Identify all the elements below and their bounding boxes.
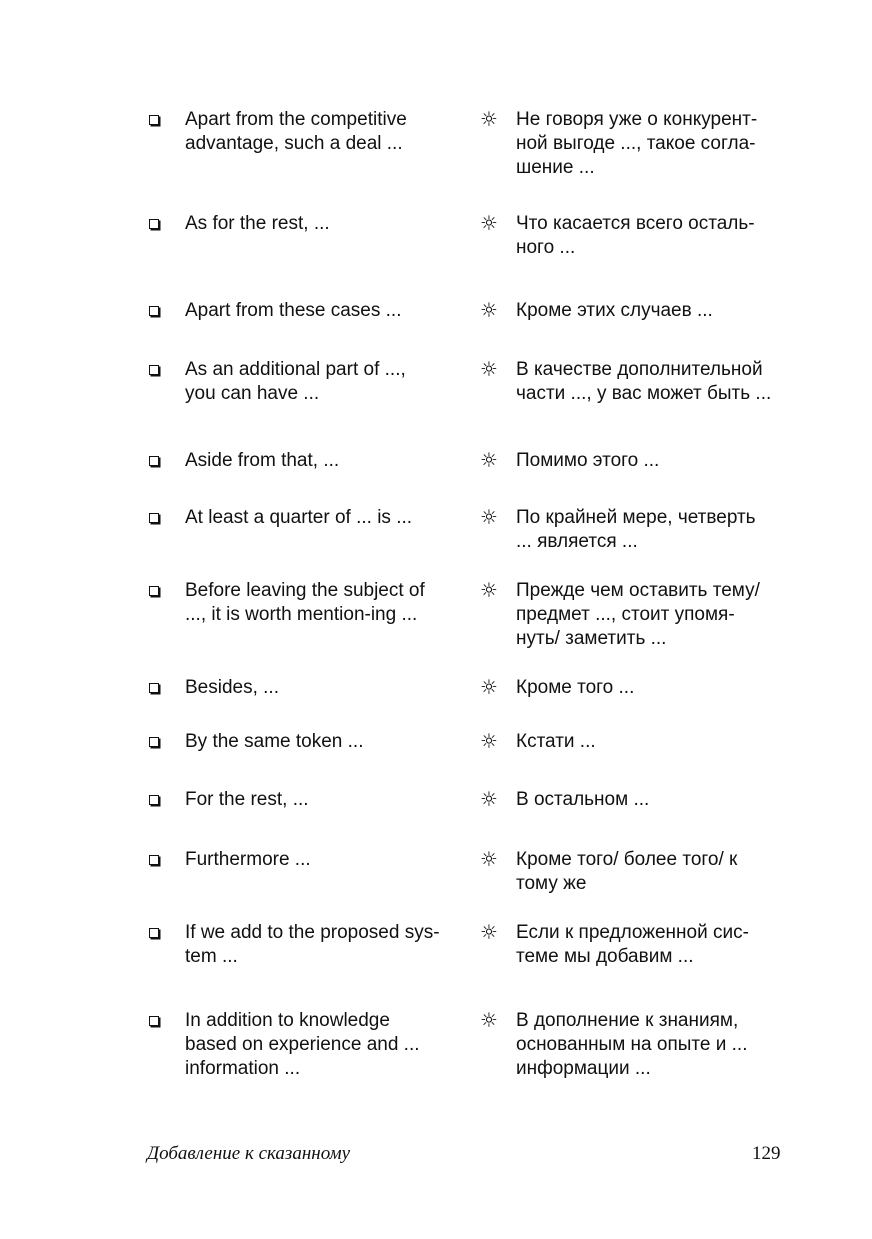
sun-icon: ☼ (480, 847, 498, 871)
english-phrase: At least a quarter of ... is ... (185, 507, 413, 528)
checkbox-bullet-icon (149, 306, 159, 316)
russian-phrase: Помимо этого ... (516, 450, 660, 471)
page-number: 129 (752, 1143, 781, 1164)
english-phrase: Apart from these cases ... (185, 300, 402, 321)
checkbox-bullet-icon (149, 1016, 159, 1026)
sun-icon: ☼ (480, 211, 498, 235)
russian-phrase: В остальном ... (516, 789, 650, 810)
russian-phrase: Что касается всего осталь- ного ... (516, 213, 755, 258)
russian-phrase: Если к предложенной сис- теме мы добавим ... (516, 922, 749, 967)
sun-icon: ☼ (480, 505, 498, 529)
checkbox-bullet-icon (149, 737, 159, 747)
sun-icon: ☼ (480, 298, 498, 322)
checkbox-bullet-icon (149, 683, 159, 693)
russian-phrase: Прежде чем оставить тему/ предмет ..., стоит упомя- нуть/ заметить ... (516, 580, 760, 649)
checkbox-bullet-icon (149, 795, 159, 805)
sun-icon: ☼ (480, 1008, 498, 1032)
sun-icon: ☼ (480, 787, 498, 811)
russian-phrase: В дополнение к знаниям, основанным на опыте и ... информации ... (516, 1010, 748, 1079)
running-footer-title: Добавление к сказанному (147, 1143, 351, 1164)
checkbox-bullet-icon (149, 456, 159, 466)
russian-phrase: Кроме того/ более того/ к тому же (516, 849, 738, 894)
checkbox-bullet-icon (149, 115, 159, 125)
sun-icon: ☼ (480, 675, 498, 699)
sun-icon: ☼ (480, 578, 498, 602)
sun-icon: ☼ (480, 920, 498, 944)
checkbox-bullet-icon (149, 855, 159, 865)
russian-phrase: Не говоря уже о конкурент- ной выгоде ..., такое согла- шение ... (516, 109, 758, 178)
checkbox-bullet-icon (149, 365, 159, 375)
english-phrase: Besides, ... (185, 677, 279, 698)
english-phrase: By the same token ... (185, 731, 364, 752)
russian-phrase: По крайней мере, четверть ... является ... (516, 507, 756, 552)
checkbox-bullet-icon (149, 586, 159, 596)
english-phrase: In addition to knowledge based on experience and ... information ... (185, 1010, 420, 1079)
sun-icon: ☼ (480, 448, 498, 472)
russian-phrase: В качестве дополнительной части ..., у вас может быть ... (516, 359, 772, 404)
sun-icon: ☼ (480, 107, 498, 131)
russian-phrase: Кстати ... (516, 731, 596, 752)
english-phrase: Before leaving the subject of ..., it is worth mention-ing ... (185, 580, 425, 625)
english-phrase: As an additional part of ..., you can have ... (185, 359, 406, 404)
checkbox-bullet-icon (149, 219, 159, 229)
russian-phrase: Кроме того ... (516, 677, 635, 698)
english-phrase: As for the rest, ... (185, 213, 330, 234)
english-phrase: Aside from that, ... (185, 450, 340, 471)
english-phrase: If we add to the proposed sys- tem ... (185, 922, 440, 967)
checkbox-bullet-icon (149, 513, 159, 523)
english-phrase: Apart from the competitive advantage, such a deal ... (185, 109, 407, 154)
english-phrase: For the rest, ... (185, 789, 309, 810)
checkbox-bullet-icon (149, 928, 159, 938)
russian-phrase: Кроме этих случаев ... (516, 300, 713, 321)
sun-icon: ☼ (480, 729, 498, 753)
english-phrase: Furthermore ... (185, 849, 311, 870)
sun-icon: ☼ (480, 357, 498, 381)
